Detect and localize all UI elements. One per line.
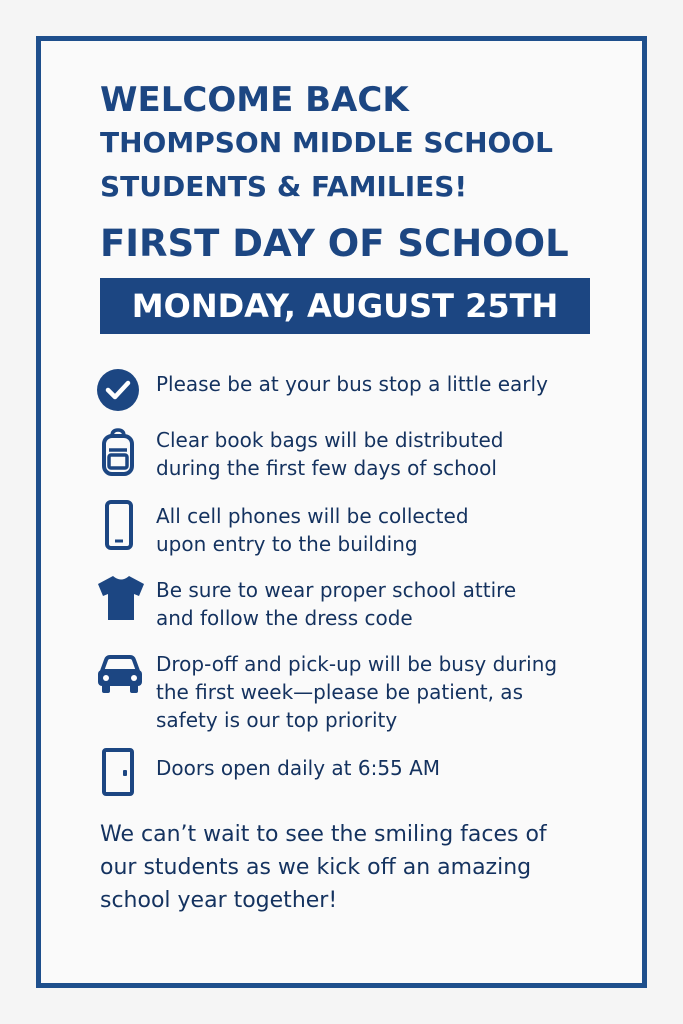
info-item-line: upon entry to the building: [156, 532, 418, 556]
info-item-line: Clear book bags will be distributed: [156, 428, 504, 452]
info-item-text: [156, 370, 626, 398]
phone-icon: [96, 500, 146, 550]
welcome-heading: WELCOME BACK: [100, 80, 409, 120]
audience-heading: STUDENTS & FAMILIES!: [100, 170, 468, 203]
backpack-icon: [96, 428, 146, 478]
info-item-line: during the first few days of school: [156, 456, 497, 480]
info-item-text: [156, 576, 626, 632]
closing-message: [100, 818, 620, 917]
tshirt-icon: [96, 574, 146, 624]
info-item-line: Drop-off and pick-up will be busy during: [156, 652, 558, 676]
date-banner-text: MONDAY, AUGUST 25TH: [131, 287, 559, 325]
car-icon: [96, 654, 146, 704]
info-item-text: [156, 502, 626, 558]
info-item-text: [156, 754, 626, 782]
info-item-line: All cell phones will be collected: [156, 504, 469, 528]
info-item-text: [156, 426, 626, 482]
info-item-line: and follow the dress code: [156, 606, 413, 630]
closing-line: our students as we kick off an amazing: [100, 855, 532, 880]
date-banner: [100, 278, 590, 334]
school-name-heading: THOMPSON MIDDLE SCHOOL: [100, 126, 553, 159]
first-day-heading: FIRST DAY OF SCHOOL: [100, 222, 569, 265]
info-item-line: safety is our top priority: [156, 708, 398, 732]
info-item-line: the first week—please be patient, as: [156, 680, 523, 704]
info-item-line: Please be at your bus stop a little early: [156, 372, 548, 396]
closing-line: We can’t wait to see the smiling faces of: [100, 822, 547, 847]
checkmark-icon: [96, 368, 146, 418]
closing-line: school year together!: [100, 888, 338, 913]
info-item-text: [156, 650, 626, 734]
door-icon: [96, 748, 146, 798]
info-item-line: Doors open daily at 6:55 AM: [156, 756, 441, 780]
info-item-line: Be sure to wear proper school attire: [156, 578, 517, 602]
